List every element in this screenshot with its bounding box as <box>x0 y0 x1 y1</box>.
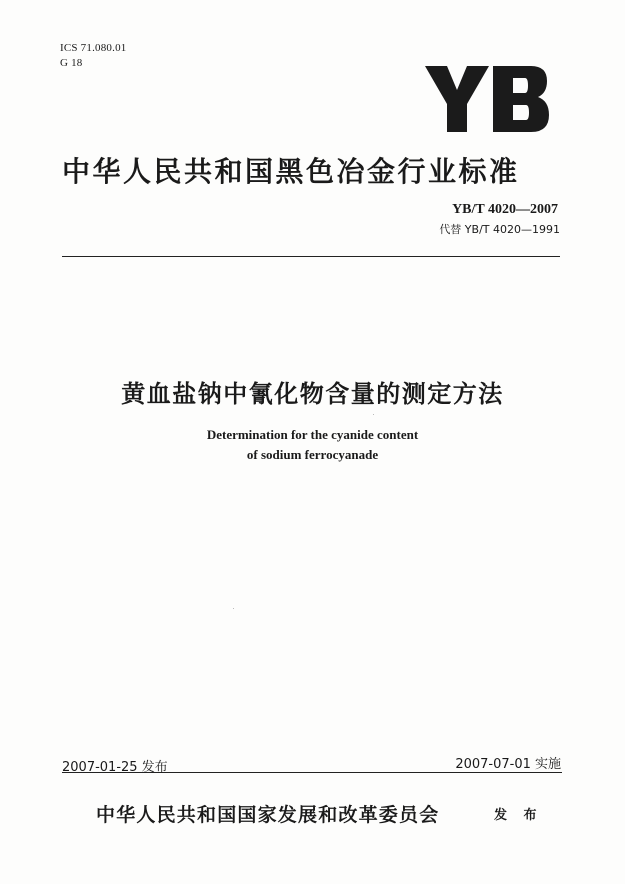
publish-label: 发 布 <box>494 808 543 823</box>
issuing-authority: 中华人民共和国国家发展和改革委员会 <box>96 804 440 826</box>
document-title-english <box>0 425 625 465</box>
scan-speck <box>373 414 374 415</box>
ics-code: ICS 71.080.01 <box>60 42 127 54</box>
document-title-chinese: 黄血盐钠中氰化物含量的测定方法 <box>121 380 504 408</box>
footer-divider <box>62 772 562 773</box>
scan-speck <box>233 608 234 609</box>
ccs-code: G 18 <box>60 57 83 69</box>
header-divider <box>62 256 560 257</box>
implementation-date: 2007-07-01 实施 <box>455 757 561 772</box>
english-title-line-2: of sodium ferrocyanade <box>246 447 379 462</box>
replaces-standard: 代替 YB/T 4020—1991 <box>439 223 560 236</box>
yb-logo <box>425 66 549 132</box>
issue-date: 2007-01-25 发布 <box>62 760 168 775</box>
english-title-line-1: Determination for the cyanide content <box>206 427 419 442</box>
industry-standard-header: 中华人民共和国黑色冶金行业标准 <box>62 155 520 188</box>
classification-codes <box>60 41 126 71</box>
standard-number: YB/T 4020—2007 <box>452 202 558 217</box>
